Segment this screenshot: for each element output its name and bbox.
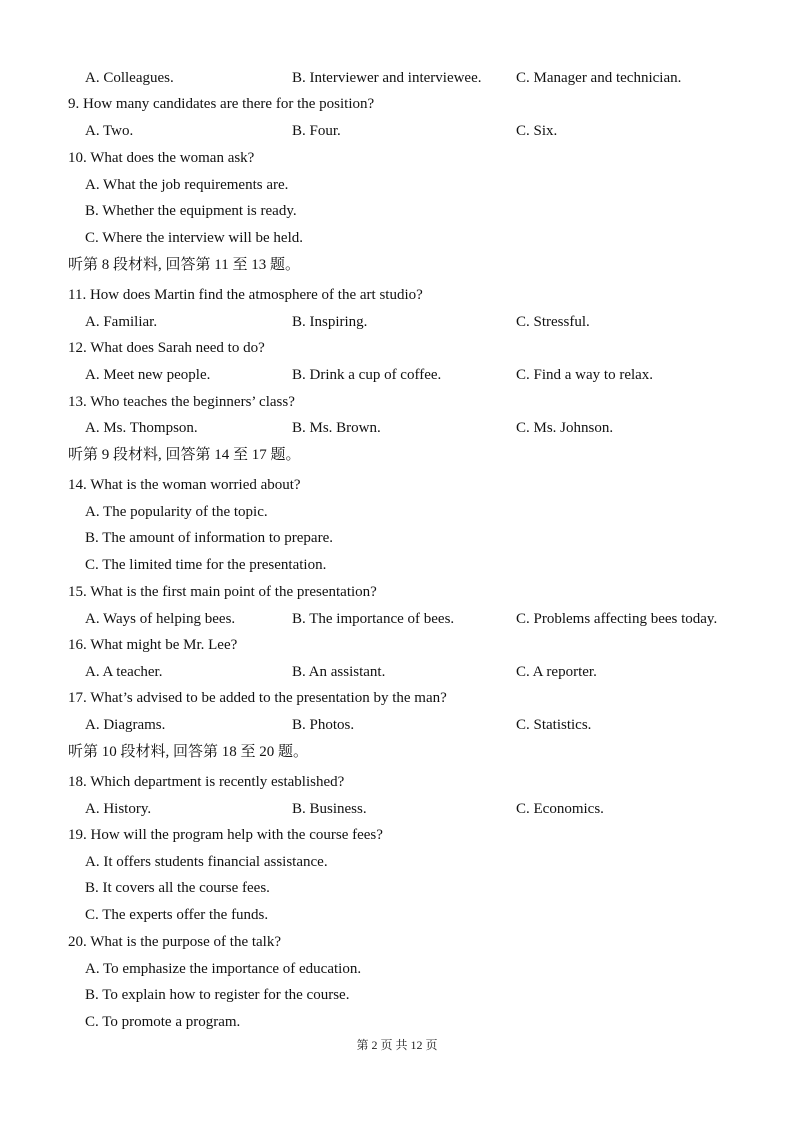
q14-option-c-row [0,554,794,576]
q10-option-c: C. Where the interview will be held. [85,230,303,246]
q14-option-c: C. The limited time for the presentation. [85,557,327,573]
q11-option-a: A. Familiar. [85,314,158,330]
q18-options-row [0,798,794,820]
q14-question: 14. What is the woman worried about? [68,477,301,493]
q18-option-c: C. Economics. [516,801,604,817]
q12-question-row [0,337,794,359]
q20-option-c-row [0,1011,794,1033]
q15-option-a: A. Ways of helping bees. [85,611,236,627]
q12-option-c: C. Find a way to relax. [516,367,654,383]
q16-option-b: B. An assistant. [292,664,386,680]
q16-option-a: A. A teacher. [85,664,163,680]
q15-option-b: B. The importance of bees. [292,611,455,627]
q12-options-row [0,364,794,386]
q9-option-a: A. Two. [85,123,134,139]
q16-options-row [0,661,794,683]
section-8-heading: 听第 8 段材料, 回答第 11 至 13 题。 [68,257,300,273]
q17-option-b: B. Photos. [292,717,355,733]
q20-question-row [0,931,794,953]
q13-question: 13. Who teaches the beginners’ class? [68,394,295,410]
section-10-heading: 听第 10 段材料, 回答第 18 至 20 题。 [68,744,309,760]
q9-option-c: C. Six. [516,123,558,139]
q16-question: 16. What might be Mr. Lee? [68,637,238,653]
q11-question-row [0,284,794,306]
q10-option-a-row [0,174,794,196]
q19-option-b: B. It covers all the course fees. [85,880,270,896]
q19-option-b-row [0,877,794,899]
section-9-heading-row [0,444,794,466]
q15-question: 15. What is the first main point of the presentation? [68,584,377,600]
q19-option-a: A. It offers students financial assistance. [85,854,328,870]
q9-options-row [0,120,794,142]
q19-option-c: C. The experts offer the funds. [85,907,269,923]
q8-option-b: B. Interviewer and interviewee. [292,70,482,86]
q15-question-row [0,581,794,603]
q17-option-a: A. Diagrams. [85,717,166,733]
q14-option-a-row [0,501,794,523]
q11-option-c: C. Stressful. [516,314,590,330]
q20-question: 20. What is the purpose of the talk? [68,934,282,950]
q13-option-a: A. Ms. Thompson. [85,420,198,436]
q14-option-b: B. The amount of information to prepare. [85,530,333,546]
q13-option-b: B. Ms. Brown. [292,420,381,436]
q9-question-row [0,93,794,115]
q14-question-row [0,474,794,496]
q11-options-row [0,311,794,333]
q10-option-a: A. What the job requirements are. [85,177,289,193]
q13-options-row [0,417,794,439]
q20-option-a: A. To emphasize the importance of education. [85,961,362,977]
q17-question: 17. What’s advised to be added to the presentation by the man? [68,690,447,706]
q14-option-b-row [0,527,794,549]
q12-option-b: B. Drink a cup of coffee. [292,367,442,383]
q15-options-row [0,608,794,630]
q10-option-b: B. Whether the equipment is ready. [85,203,297,219]
q9-option-b: B. Four. [292,123,341,139]
q10-option-b-row [0,200,794,222]
q20-option-b-row [0,984,794,1006]
q16-option-c: C. A reporter. [516,664,597,680]
q14-option-a: A. The popularity of the topic. [85,504,268,520]
section-8-heading-row [0,254,794,276]
q8-option-c: C. Manager and technician. [516,70,682,86]
q18-option-b: B. Business. [292,801,367,817]
q11-option-b: B. Inspiring. [292,314,368,330]
q9-question: 9. How many candidates are there for the position? [68,96,375,112]
q10-question-row [0,147,794,169]
q17-option-c: C. Statistics. [516,717,592,733]
q12-option-a: A. Meet new people. [85,367,211,383]
q20-option-b: B. To explain how to register for the course. [85,987,350,1003]
q18-question: 18. Which department is recently established? [68,774,345,790]
q19-option-c-row [0,904,794,926]
q12-question: 12. What does Sarah need to do? [68,340,265,356]
q18-question-row [0,771,794,793]
q16-question-row [0,634,794,656]
section-10-heading-row [0,741,794,763]
q19-question-row [0,824,794,846]
q20-option-a-row [0,958,794,980]
q19-option-a-row [0,851,794,873]
q13-option-c: C. Ms. Johnson. [516,420,614,436]
q17-question-row [0,687,794,709]
q8-option-a: A. Colleagues. [85,70,174,86]
q11-question: 11. How does Martin find the atmosphere of the art studio? [68,287,423,303]
q20-option-c: C. To promote a program. [85,1014,241,1030]
q10-question: 10. What does the woman ask? [68,150,255,166]
section-9-heading: 听第 9 段材料, 回答第 14 至 17 题。 [68,447,301,463]
q8-options-row [0,67,794,89]
q10-option-c-row [0,227,794,249]
q18-option-a: A. History. [85,801,152,817]
q17-options-row [0,714,794,736]
page-number-footer: 第 2 页 共 12 页 [356,1038,438,1052]
q19-question: 19. How will the program help with the course fees? [68,827,383,843]
q13-question-row [0,391,794,413]
q15-option-c: C. Problems affecting bees today. [516,611,718,627]
